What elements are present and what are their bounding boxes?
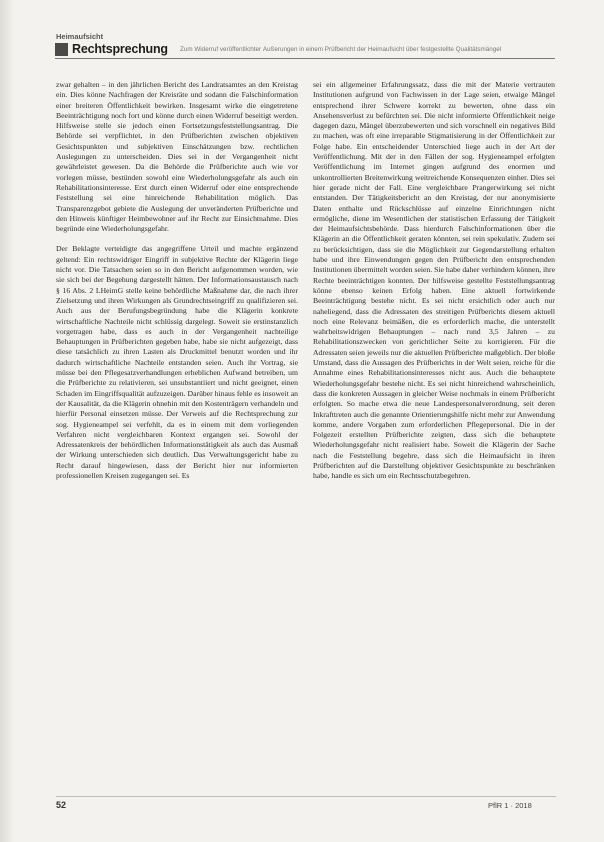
paragraph: Der Beklagte verteidigte das angegriffene Urteil und machte ergänzend geltend: Ein rechtswidriger Eingriff in subjektive Rechte der Klägerin liege nicht vor. Die Tatsachen seien so in den Bericht aufgenommen worden, wie sie sich bei der Begehung dargestellt hätten. Der Informationsaustausch nach § 16 Abs. 2 LHeimG stelle keine behördliche Maßnahme dar, die nach ihrer Zielsetzung und ihren Wirkungen als Grundrechtseingriff zu qualifizieren sei. Auch aus der Berufungsbegründung habe die Klägerin konkrete wirtschaftliche Nachteile nicht schlüssig dargelegt. Soweit sie erstinstanzlich vorgetragen habe, dass es auch in der Vergangenheit nachteilige Behauptungen in Prüfberichten gegeben habe, habe sie nicht aufgezeigt, dass diese tatsächlich zu ihren Lasten als Druckmittel benutzt worden und ihr dadurch wirtschaftliche Nachteile entstanden seien. Auch ihr Vortrag, sie müsse bei den Pflegesatzverhandlungen erheblichen Aufwand betreiben, um die Prüfberichte zu relativieren, sei unsubstantiiert und nicht geeignet, einen Schaden im Eingriffsqualität aufzuzeigen. Darüber hinaus fehle es insoweit an der Kausalität, da die Klägerin ohnehin mit den Kostenträgern verhandeln und hierfür Personal einsetzen müsse. Der Verweis auf die Rechtsprechung zur sog. Hygieneampel sei verfehlt, da es in einem mit dem vorliegenden Verfahren nicht vergleichbaren Kontext ergangen sei. Sowohl der Adressatenkreis der behördlichen Informationstätigkeit als auch das Ausmaß der Wirkung unterschieden sich deutlich. Das Verwaltungsgericht habe zu Recht darauf hingewiesen, dass der Bericht hier nur informierten professionellen Kreisen zugegangen sei. Es	[56, 244, 298, 480]
paragraph: zwar gehalten – in den jährlichen Bericht des Landratsamtes an den Kreistag ein. Dies könne Nachfragen der Kreisräte und sodann die Falschinformation einer breiteren Öffentlichkeit bewirken. Insgesamt wirke die eingetretene Beeinträchtigung noch fort und könne durch einen Widerruf beseitigt werden. Hilfsweise stelle sie jedoch einen Fortsetzungsfeststellungsantrag. Die Behörde sei verpflichtet, in den Prüfberichten zwischen objektiven Gesichtspunkten und subjektiven Einschätzungen bzw. rechtlichen Auslegungen zu unterscheiden. Dies sei in der Vergangenheit nicht gewährleistet gewesen. Da die Behörde die Prüfberichte auch wie vor vorlegen müsse, bestünden sowohl eine Wiederholungsgefahr als auch ein Rehabilitationsinteresse. Erst durch einen Widerruf oder eine entsprechende Feststellung sei eine hinreichende Rehabilitation möglich. Das Transparenzgebot gebiete die Auslegung der unveränderten Prüfberichte und den Hinweis künftiger Heimbewohner auf ihr Recht zur Einsichtnahme. Dies begründe eine Wiederholungsgefahr.	[56, 80, 298, 234]
page-number: 52	[56, 800, 67, 810]
page-binding-shadow	[0, 0, 14, 842]
running-subtitle: Zum Widerruf veröffentlichter Äußerungen in einem Prüfbericht der Heimaufsicht über festgestellte Qualitätsmängel	[180, 46, 502, 53]
footer-rule	[56, 796, 556, 797]
section-tag: Heimaufsicht	[56, 32, 104, 41]
title-marker-block	[55, 43, 68, 56]
text-column-right	[313, 80, 555, 492]
text-column-left	[56, 80, 298, 491]
running-title: Rechtsprechung	[72, 42, 168, 56]
paragraph: sei ein allgemeiner Erfahrungssatz, dass die mit der Materie vertrauten Institutionen aufgrund von Fachwissen in der Lage seien, etwaige Mängel entsprechend ihrer Schwere korrekt zu bewerten, ohne dass ein Ansehensverlust zu befürchten sei. Die nicht informierte Öffentlichkeit neige dagegen dazu, Mängel überzubewerten und sich vorschnell ein negatives Bild zu machen, was oft eine irreparable Stigmatisierung in der Öffentlichkeit zur Folge habe. Ein entscheidender Unterschied liege auch in der Art der Veröffentlichung. Mit der in den Fällen der sog. Hygieneampel erfolgten Veröffentlichung im Internet gingen aufgrund des enormen und unkontrollierten Breitenwirkung weitreichende Konsequenzen einher. Dies sei hier gerade nicht der Fall. Eine vergleichbare Prangerwirkung sei nicht entstanden. Der Tätigkeitsbericht an den Kreistag, der nur anonymisierte Daten enthalte und Rückschlüsse auf einzelne Einrichtungen nicht ermögliche, diene im Wesentlichen der statistischen Erfassung der Tätigkeit der Heimaufsichtsbehörde. Dass hierdurch Falschinformationen über die Klägerin an die Öffentlichkeit geraten könnten, sei rein spekulativ. Zudem sei zu berücksichtigen, dass sie die Möglichkeit zur Gegendarstellung erhalten habe und ihre Einwendungen gegen den Prüfbericht den entsprechenden Institutionen übermittelt worden seien. Sie habe daher verhindern können, ihre Rechte beeinträchtigen konnten. Der hilfsweise gestellte Feststellungsantrag könne ebenso keinen Erfolg haben. Eine aktuell fortwirkende Beeinträchtigung bestehe nicht. Es sei nicht ersichtlich oder auch nur naheliegend, dass die Adressaten des streitigen Prüfberichts diesem aktuell noch eine Relevanz beimäßen, die es erforderlich mache, die unterstellt wahrheitswidrigen Behauptungen – nach rund 3,5 Jahren – zu Rehabilitationszwecken von gerichtlicher Seite zu korrigieren. Für die Adressaten seien jeweils nur die aktuellen Prüfberichte maßgeblich. Der bloße Umstand, dass die Aussagen des Prüfberichts in der Welt seien, reiche für die Annahme eines Rehabilitationsinteresses nicht aus. Auch die behauptete Wiederholungsgefahr bestehe nicht. Es sei nicht hinreichend wahrscheinlich, dass die konkreten Aussagen in gleicher Weise nochmals in einem Prüfbericht erfolgten. So mache etwa die neue Landespersonalverordnung, seit deren Inkrafttreten auch die genannte Orientierungshilfe nicht mehr zur Anwendung komme, andere Vorgaben zum erforderlichen Pflegepersonal. Die in der Folgezeit erstellten Prüfberichte zeigten, dass sich die behauptete Wiederholungsgefahr nicht realisiert habe. Soweit die Klägerin der Sache nach die Feststellung begehre, dass sich die Heimaufsicht in ihren Prüfberichten auf die Darstellung objektiver Gesichtspunkte zu beschränken habe, handle es sich um ein Rechtsschutzbegehren.	[313, 80, 555, 481]
journal-citation: PflR 1 · 2018	[488, 801, 532, 810]
header-rule	[55, 58, 555, 59]
